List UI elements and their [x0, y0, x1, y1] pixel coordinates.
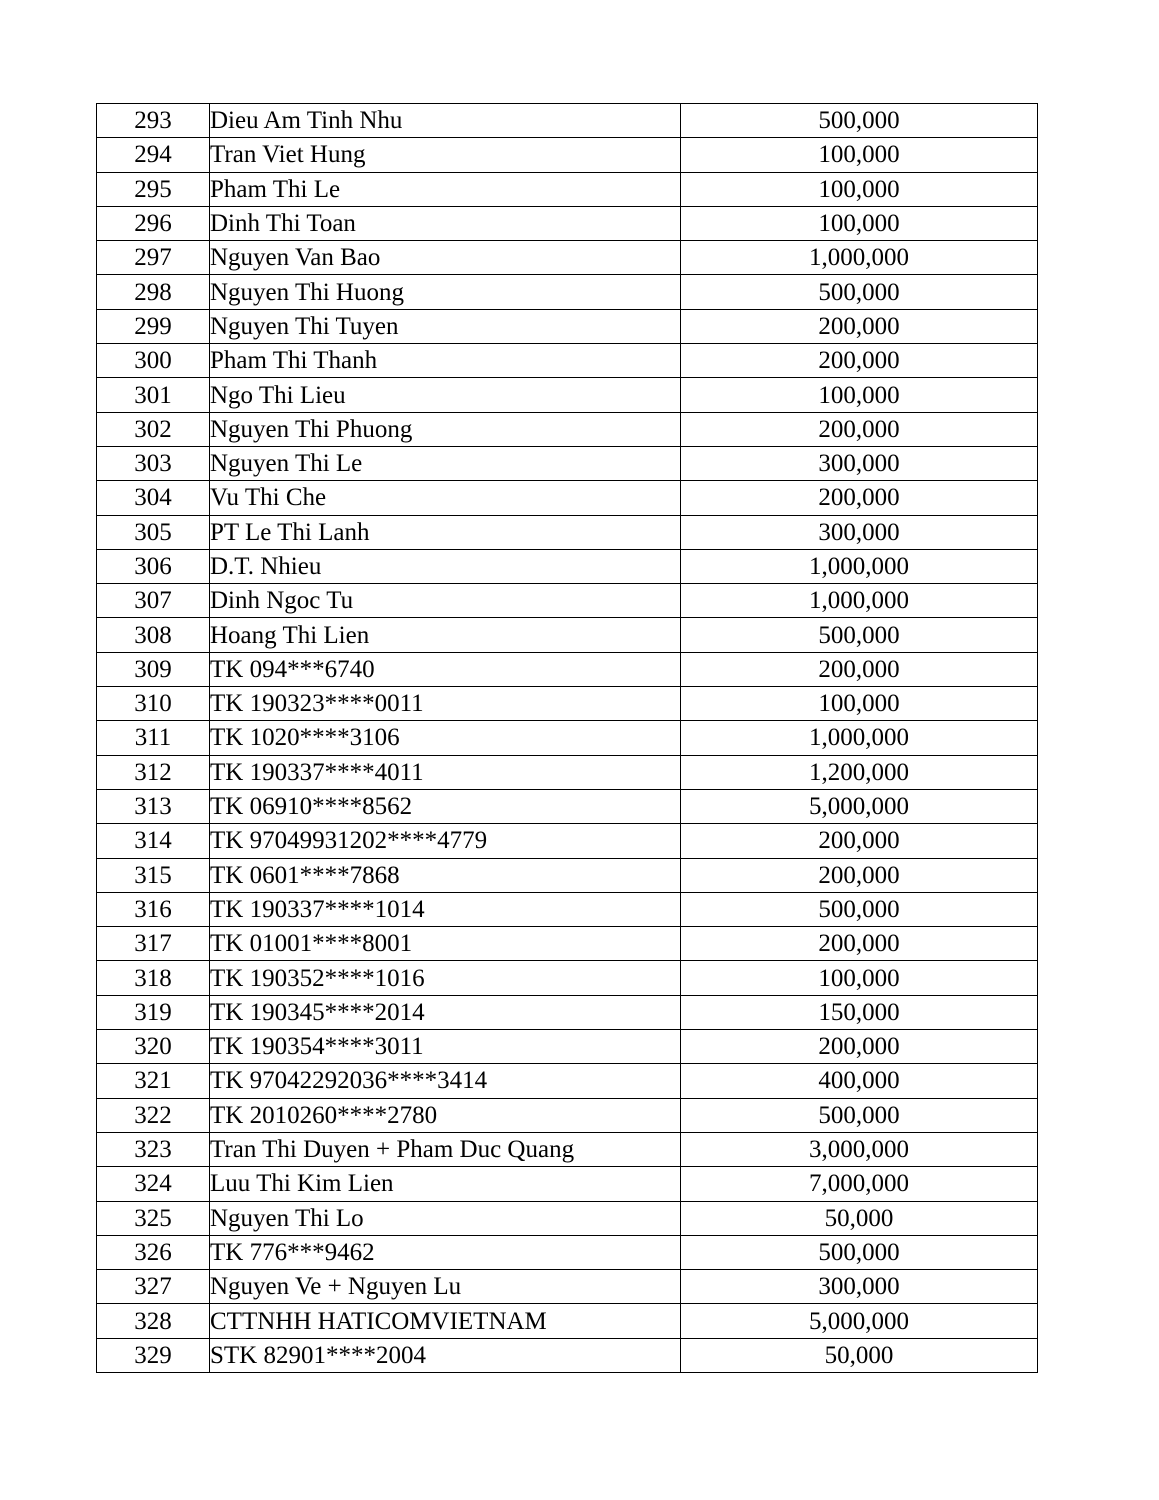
- amount-cell: 300,000: [681, 1270, 1038, 1304]
- table-row: [97, 378, 1038, 412]
- amount-cell: 500,000: [681, 275, 1038, 309]
- row-number-cell: 309: [97, 652, 210, 686]
- amount-cell: 100,000: [681, 206, 1038, 240]
- donor-name-cell: Nguyen Ve + Nguyen Lu: [210, 1270, 681, 1304]
- row-number-cell: 315: [97, 858, 210, 892]
- row-number-cell: 328: [97, 1304, 210, 1338]
- amount-cell: 100,000: [681, 172, 1038, 206]
- donor-name-cell: Tran Viet Hung: [210, 138, 681, 172]
- table-row: [97, 892, 1038, 926]
- table-row: [97, 721, 1038, 755]
- table-row: [97, 206, 1038, 240]
- amount-cell: 100,000: [681, 961, 1038, 995]
- table-row: [97, 241, 1038, 275]
- table-row: [97, 549, 1038, 583]
- donor-name-cell: Nguyen Thi Tuyen: [210, 309, 681, 343]
- donor-name-cell: Nguyen Van Bao: [210, 241, 681, 275]
- donor-name-cell: PT Le Thi Lanh: [210, 515, 681, 549]
- row-number-cell: 319: [97, 995, 210, 1029]
- row-number-cell: 305: [97, 515, 210, 549]
- donor-name-cell: Nguyen Thi Lo: [210, 1201, 681, 1235]
- donor-name-cell: TK 97049931202****4779: [210, 824, 681, 858]
- donor-name-cell: TK 06910****8562: [210, 789, 681, 823]
- donor-name-cell: TK 190354****3011: [210, 1030, 681, 1064]
- amount-cell: 200,000: [681, 858, 1038, 892]
- amount-cell: 300,000: [681, 446, 1038, 480]
- amount-cell: 1,000,000: [681, 241, 1038, 275]
- donor-name-cell: TK 190345****2014: [210, 995, 681, 1029]
- amount-cell: 5,000,000: [681, 789, 1038, 823]
- table-row: [97, 138, 1038, 172]
- row-number-cell: 295: [97, 172, 210, 206]
- donor-name-cell: Nguyen Thi Le: [210, 446, 681, 480]
- row-number-cell: 296: [97, 206, 210, 240]
- table-row: [97, 1338, 1038, 1372]
- table-row: [97, 481, 1038, 515]
- amount-cell: 500,000: [681, 618, 1038, 652]
- table-row: [97, 446, 1038, 480]
- row-number-cell: 316: [97, 892, 210, 926]
- donor-name-cell: Vu Thi Che: [210, 481, 681, 515]
- table-row: [97, 1235, 1038, 1269]
- table-row: [97, 1132, 1038, 1166]
- table-row: [97, 104, 1038, 138]
- amount-cell: 500,000: [681, 1098, 1038, 1132]
- donor-name-cell: TK 776***9462: [210, 1235, 681, 1269]
- donation-table: [96, 103, 1038, 1373]
- donor-name-cell: TK 2010260****2780: [210, 1098, 681, 1132]
- amount-cell: 200,000: [681, 1030, 1038, 1064]
- row-number-cell: 307: [97, 584, 210, 618]
- row-number-cell: 294: [97, 138, 210, 172]
- row-number-cell: 306: [97, 549, 210, 583]
- row-number-cell: 322: [97, 1098, 210, 1132]
- donor-name-cell: TK 190337****1014: [210, 892, 681, 926]
- table-row: [97, 961, 1038, 995]
- row-number-cell: 317: [97, 927, 210, 961]
- row-number-cell: 298: [97, 275, 210, 309]
- table-row: [97, 755, 1038, 789]
- table-row: [97, 789, 1038, 823]
- row-number-cell: 293: [97, 104, 210, 138]
- donor-name-cell: D.T. Nhieu: [210, 549, 681, 583]
- donor-name-cell: TK 0601****7868: [210, 858, 681, 892]
- row-number-cell: 310: [97, 687, 210, 721]
- donor-name-cell: TK 190323****0011: [210, 687, 681, 721]
- row-number-cell: 304: [97, 481, 210, 515]
- amount-cell: 100,000: [681, 378, 1038, 412]
- table-row: [97, 652, 1038, 686]
- table-row: [97, 824, 1038, 858]
- donor-name-cell: Dinh Ngoc Tu: [210, 584, 681, 618]
- table-row: [97, 584, 1038, 618]
- row-number-cell: 329: [97, 1338, 210, 1372]
- donor-name-cell: Hoang Thi Lien: [210, 618, 681, 652]
- donor-name-cell: Nguyen Thi Phuong: [210, 412, 681, 446]
- amount-cell: 200,000: [681, 652, 1038, 686]
- amount-cell: 50,000: [681, 1201, 1038, 1235]
- table-row: [97, 1270, 1038, 1304]
- table-row: [97, 1098, 1038, 1132]
- donor-name-cell: TK 1020****3106: [210, 721, 681, 755]
- row-number-cell: 297: [97, 241, 210, 275]
- row-number-cell: 311: [97, 721, 210, 755]
- table-row: [97, 344, 1038, 378]
- amount-cell: 7,000,000: [681, 1167, 1038, 1201]
- amount-cell: 500,000: [681, 104, 1038, 138]
- donor-name-cell: Dieu Am Tinh Nhu: [210, 104, 681, 138]
- table-row: [97, 412, 1038, 446]
- amount-cell: 50,000: [681, 1338, 1038, 1372]
- table-row: [97, 1030, 1038, 1064]
- row-number-cell: 325: [97, 1201, 210, 1235]
- donor-name-cell: Tran Thi Duyen + Pham Duc Quang: [210, 1132, 681, 1166]
- amount-cell: 1,200,000: [681, 755, 1038, 789]
- table-row: [97, 1304, 1038, 1338]
- amount-cell: 200,000: [681, 481, 1038, 515]
- table-row: [97, 309, 1038, 343]
- amount-cell: 500,000: [681, 1235, 1038, 1269]
- amount-cell: 100,000: [681, 138, 1038, 172]
- table-row: [97, 1064, 1038, 1098]
- table-row: [97, 172, 1038, 206]
- amount-cell: 200,000: [681, 927, 1038, 961]
- amount-cell: 5,000,000: [681, 1304, 1038, 1338]
- row-number-cell: 299: [97, 309, 210, 343]
- table-row: [97, 927, 1038, 961]
- row-number-cell: 324: [97, 1167, 210, 1201]
- donation-table-body: [97, 104, 1038, 1373]
- row-number-cell: 313: [97, 789, 210, 823]
- row-number-cell: 303: [97, 446, 210, 480]
- row-number-cell: 320: [97, 1030, 210, 1064]
- table-row: [97, 515, 1038, 549]
- table-row: [97, 275, 1038, 309]
- amount-cell: 3,000,000: [681, 1132, 1038, 1166]
- amount-cell: 400,000: [681, 1064, 1038, 1098]
- donor-name-cell: Nguyen Thi Huong: [210, 275, 681, 309]
- table-row: [97, 1167, 1038, 1201]
- amount-cell: 150,000: [681, 995, 1038, 1029]
- table-row: [97, 858, 1038, 892]
- amount-cell: 300,000: [681, 515, 1038, 549]
- row-number-cell: 314: [97, 824, 210, 858]
- donor-name-cell: TK 97042292036****3414: [210, 1064, 681, 1098]
- donor-name-cell: Pham Thi Thanh: [210, 344, 681, 378]
- table-row: [97, 1201, 1038, 1235]
- donor-name-cell: TK 094***6740: [210, 652, 681, 686]
- row-number-cell: 308: [97, 618, 210, 652]
- amount-cell: 200,000: [681, 824, 1038, 858]
- row-number-cell: 318: [97, 961, 210, 995]
- donor-name-cell: TK 01001****8001: [210, 927, 681, 961]
- row-number-cell: 301: [97, 378, 210, 412]
- row-number-cell: 312: [97, 755, 210, 789]
- row-number-cell: 326: [97, 1235, 210, 1269]
- amount-cell: 200,000: [681, 344, 1038, 378]
- donor-name-cell: Luu Thi Kim Lien: [210, 1167, 681, 1201]
- donor-name-cell: Dinh Thi Toan: [210, 206, 681, 240]
- row-number-cell: 323: [97, 1132, 210, 1166]
- donor-name-cell: Ngo Thi Lieu: [210, 378, 681, 412]
- amount-cell: 200,000: [681, 309, 1038, 343]
- amount-cell: 200,000: [681, 412, 1038, 446]
- amount-cell: 1,000,000: [681, 549, 1038, 583]
- row-number-cell: 327: [97, 1270, 210, 1304]
- donor-name-cell: TK 190352****1016: [210, 961, 681, 995]
- donor-name-cell: Pham Thi Le: [210, 172, 681, 206]
- amount-cell: 1,000,000: [681, 721, 1038, 755]
- donor-name-cell: STK 82901****2004: [210, 1338, 681, 1372]
- table-row: [97, 618, 1038, 652]
- row-number-cell: 300: [97, 344, 210, 378]
- amount-cell: 100,000: [681, 687, 1038, 721]
- row-number-cell: 302: [97, 412, 210, 446]
- amount-cell: 1,000,000: [681, 584, 1038, 618]
- table-row: [97, 687, 1038, 721]
- amount-cell: 500,000: [681, 892, 1038, 926]
- donor-name-cell: CTTNHH HATICOMVIETNAM: [210, 1304, 681, 1338]
- donor-name-cell: TK 190337****4011: [210, 755, 681, 789]
- row-number-cell: 321: [97, 1064, 210, 1098]
- table-row: [97, 995, 1038, 1029]
